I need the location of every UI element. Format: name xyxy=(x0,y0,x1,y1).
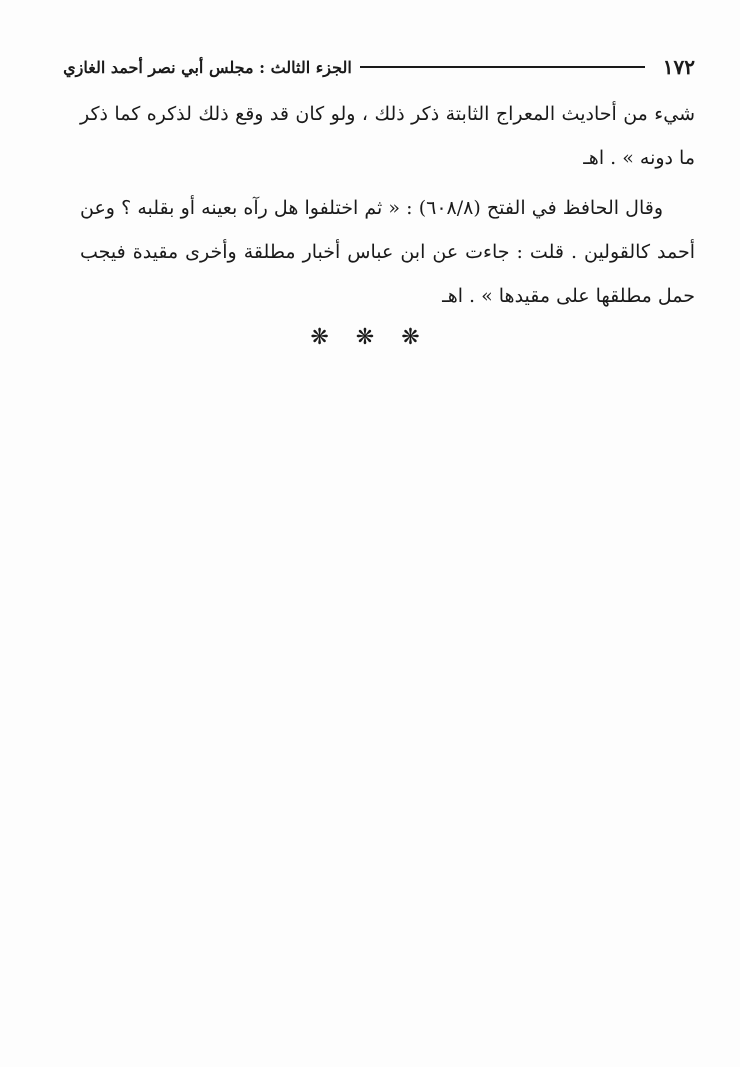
page-header xyxy=(63,52,695,82)
paragraph: وقال الحافظ في الفتح (٦٠٨/٨) : « ثم اختلفوا هل رآه بعينه أو بقلبه ؟ وعن أحمد كالقولين . قلت : جاءت عن ابن عباس أخبار مطلقة وأخرى مقيدة فيجب حمل مطلقها على مقيدها » . اهـ xyxy=(80,197,695,307)
header-rule xyxy=(360,66,645,68)
section-divider-ornament: ❋ ❋ ❋ xyxy=(310,325,430,350)
body-text xyxy=(80,92,695,324)
page-number: ١٧٢ xyxy=(662,55,695,79)
running-title: الجزء الثالث : مجلس أبي نصر أحمد الغازي xyxy=(63,57,352,77)
paragraph: شيء من أحاديث المعراج الثابتة ذكر ذلك ، ولو كان قد وقع ذلك لذكره كما ذكر ما دونه » . اهـ xyxy=(80,103,695,169)
